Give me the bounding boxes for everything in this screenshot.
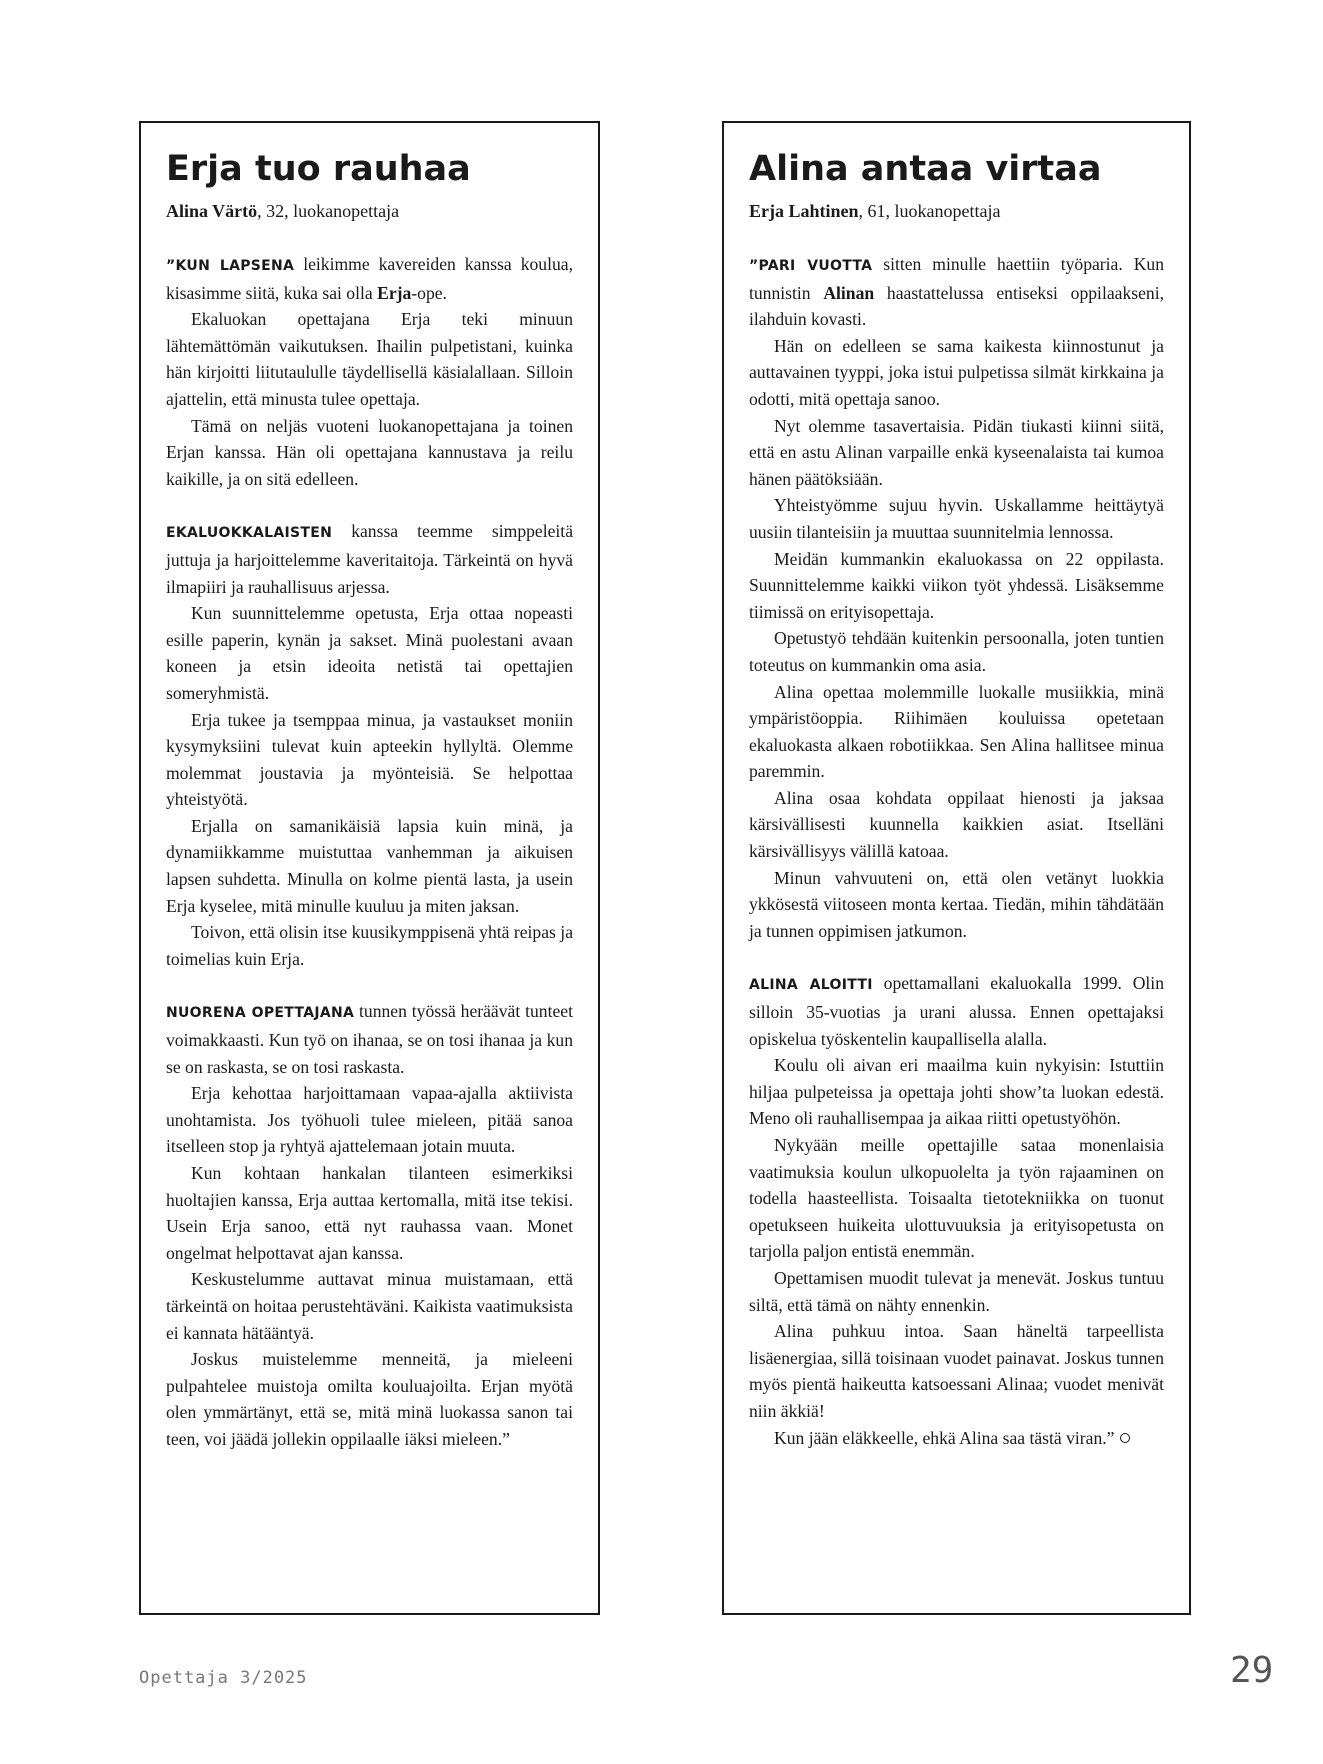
lead-in: ”KUN LAPSENA xyxy=(166,258,295,274)
paragraph: Erjalla on samanikäisiä lapsia kuin minä, ja dynamiikkamme muistuttaa vanhemman ja aikuisen lapsen suhdetta. Minulla on kolme pientä lasta, ja usein Erja kyselee, mitä minulle kuuluu ja miten jaksan. xyxy=(166,815,573,916)
paragraph: Koulu oli aivan eri maailma kuin nykyisin: Istuttiin hiljaa pulpeteissa ja opettaja johti show’ta luokan edestä. Meno oli rauhallisempaa ja aikaa riitti opetustyöhön. xyxy=(749,1055,1164,1129)
paragraph: Erja tukee ja tsemppaa minua, ja vastaukset moniin kysymyksiini tulevat kuin apteekin hyllyltä. Olemme molemmat joustavia ja myönteisiä. Se helpottaa yhteistyötä. xyxy=(166,709,573,810)
article-box-erja xyxy=(139,121,600,1615)
paragraph: Joskus muistelemme menneitä, ja mieleeni pulpahtelee muistoja omilta kouluajoilta. Erjan myötä olen ymmärtänyt, että se, mitä minä luokassa sanon tai teen, voi jäädä jollekin oppilaalle iäksi mieleen.” xyxy=(166,1349,573,1449)
paragraph: ”KUN LAPSENA leikimme kavereiden kanssa koulua, kisasimme siitä, kuka sai olla Erja-ope. xyxy=(166,254,574,303)
paragraph: Nyt olemme tasavertaisia. Pidän tiukasti kiinni siitä, että en astu Alinan varpaille enkä kyseenalaista tai kumoa hänen päätöksiään. xyxy=(749,415,1164,489)
paragraph: Kun jään eläkkeelle, ehkä Alina saa tästä viran.” xyxy=(749,1425,1164,1452)
paragraph: Hän on edelleen se sama kaikesta kiinnostunut ja auttavainen tyyppi, joka istui pulpetissa silmät kirkkaina ja odotti, mitä opettaja sanoo. xyxy=(749,335,1164,409)
paragraph: ”PARI VUOTTA sitten minulle haettiin työparia. Kun tunnistin Alinan haastattelussa entiseksi oppilaakseni, ilahduin kovasti. xyxy=(749,254,1164,330)
paragraph: Kun suunnittelemme opetusta, Erja ottaa nopeasti esille paperin, kynän ja sakset. Minä puolestani avaan koneen ja etsin ideoita netistä tai opettajien someryhmistä. xyxy=(166,603,573,703)
name-highlight: Alinan xyxy=(823,282,875,303)
paragraph: EKALUOKKALAISTEN kanssa teemme simppeleitä juttuja ja harjoittelemme kaveritaitoja. Tärkeintä on hyvä ilmapiiri ja rauhallisuus arjessa. xyxy=(166,521,573,597)
byline-details: , 61, luokanopettaja xyxy=(858,201,1001,221)
paragraph: Tämä on neljäs vuoteni luokanopettajana ja toinen Erjan kanssa. Hän oli opettajana kannustava ja reilu kaikille, ja on sitä edelleen. xyxy=(166,415,573,489)
paragraph: Minun vahvuuteni on, että olen vetänyt luokkia ykkösestä viitoseen monta kertaa. Tiedän, mihin tähdätään ja tunnen oppimisen jatkumon. xyxy=(749,867,1164,941)
article-title: Erja tuo rauhaa xyxy=(166,149,471,189)
byline-details: , 32, luokanopettaja xyxy=(257,201,400,221)
paragraph: Keskustelumme auttavat minua muistamaan, että tärkeintä on hoitaa perustehtäväni. Kaikista vaatimuksista ei kannata hätääntyä. xyxy=(166,1269,573,1343)
lead-in: ALINA ALOITTI xyxy=(749,977,873,994)
end-mark-icon xyxy=(1120,1433,1130,1443)
article-title: Alina antaa virtaa xyxy=(749,149,1102,189)
paragraph: ALINA ALOITTI opettamallani ekaluokalla 1999. Olin silloin 35-vuotias ja urani alussa. Ennen opettajaksi opiskelua työskentelin kaupallisella alalla. xyxy=(749,973,1164,1049)
paragraph: Alina osaa kohdata oppilaat hienosti ja jaksaa kärsivällisesti kuunnella kaikkien asiat. Itselläni kärsivällisyys välillä katoaa. xyxy=(749,787,1164,862)
byline xyxy=(166,199,573,223)
paragraph: Erja kehottaa harjoittamaan vapaa-ajalla aktiivista unohtamista. Jos työhuoli tulee mieleen, pitää sanoa itselleen stop ja ryhtyä ajattelemaan jotain muuta. xyxy=(166,1083,573,1157)
lead-in: EKALUOKKALAISTEN xyxy=(166,525,333,542)
paragraph: Alina opettaa molemmille luokalle musiikkia, minä ympäristöoppia. Riihimäen kouluissa opetetaan ekaluokasta alkaen robotiikkaa. Sen Alina hallitsee minua paremmin. xyxy=(749,681,1164,782)
paragraph: Opetustyö tehdään kuitenkin persoonalla, joten tuntien toteutus on kummankin oma asia. xyxy=(749,628,1164,675)
article-box-alina xyxy=(722,121,1191,1615)
paragraph: Opettamisen muodit tulevat ja menevät. Joskus tuntuu siltä, että tämä on nähty ennenkin. xyxy=(749,1267,1164,1315)
byline-name: Erja Lahtinen xyxy=(749,201,859,221)
paragraph: Ekaluokan opettajana Erja teki minuun lähtemättömän vaikutuksen. Ihailin pulpetistani, kuinka hän kirjoitti liitutaululle täydellisellä käsialallaan. Silloin ajattelin, että minusta tulee opettaja. xyxy=(166,309,573,409)
paragraph: Nykyään meille opettajille sataa monenlaisia vaatimuksia koulun ulkopuolelta ja työn rajaaminen on todella haasteellista. Toisaalta tietotekniikka on tuonut opetukseen huikeita ulottuvuuksia ja erityisopetusta on tarjolla paljon entistä enemmän. xyxy=(749,1135,1164,1262)
paragraph: Kun kohtaan hankalan tilanteen esimerkiksi huoltajien kanssa, Erja auttaa kertomalla, mitä itse tekisi. Usein Erja sanoo, että nyt rauhassa vaan. Monet ongelmat helpottavat ajan kanssa. xyxy=(166,1163,573,1263)
paragraph: Toivon, että olisin itse kuusikymppisenä yhtä reipas ja toimelias kuin Erja. xyxy=(166,922,573,969)
lead-in: NUORENA OPETTAJANA xyxy=(166,1005,355,1022)
paragraph: NUORENA OPETTAJANA tunnen työssä heräävät tunteet voimakkaasti. Kun työ on ihanaa, se on tosi ihanaa ja kun se on raskasta, se on tosi raskasta. xyxy=(166,1001,573,1077)
publication-label: Opettaja 3/2025 xyxy=(139,1668,308,1688)
byline xyxy=(749,199,1164,223)
paragraph: Alina puhkuu intoa. Saan häneltä tarpeellista lisäenergiaa, sillä toisinaan vuodet painavat. Joskus tunnen myös pientä haikeutta katsoessani Alinaa; vuodet menivät niin äkkiä! xyxy=(749,1321,1164,1421)
paragraph: Yhteistyömme sujuu hyvin. Uskallamme heittäytyä uusiin tilanteisiin ja muuttaa suunnitelmia lennossa. xyxy=(749,495,1164,542)
name-highlight: Erja xyxy=(377,282,412,303)
byline-name: Alina Värtö xyxy=(166,201,258,221)
page-number: 29 xyxy=(1230,1650,1274,1691)
lead-in: ”PARI VUOTTA xyxy=(749,258,873,274)
paragraph: Meidän kummankin ekaluokassa on 22 oppilasta. Suunnittelemme kaikki viikon työt yhdessä. Lisäksemme tiimissä on erityisopettaja. xyxy=(749,548,1164,622)
